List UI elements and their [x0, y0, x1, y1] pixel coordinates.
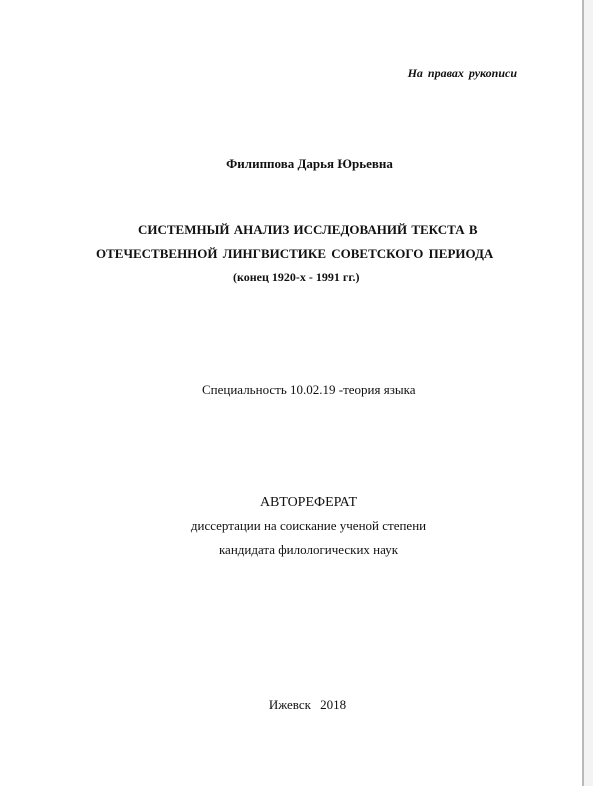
degree-purpose-line: диссертации на соискание ученой степени	[190, 518, 427, 533]
specialty-line: Специальность 10.02.19 -теория языка	[202, 382, 416, 397]
author-name: Филиппова Дарья Юрьевна	[226, 156, 393, 171]
page-edge-shade	[584, 0, 593, 786]
place-and-year: Ижевск 2018	[268, 697, 347, 712]
manuscript-note: На правах рукописи	[407, 66, 517, 80]
title-line: ОТЕЧЕСТВЕННОЙ ЛИНГВИСТИКЕ СОВЕТСКОГО ПЕРИОДА	[96, 246, 494, 261]
title-line: СИСТЕМНЫЙ АНАЛИЗ ИССЛЕДОВАНИЙ ТЕКСТА В	[138, 222, 478, 237]
document-type: АВТОРЕФЕРАТ	[259, 495, 358, 510]
degree-purpose-line: кандидата филологических наук	[218, 542, 399, 557]
title-period: (конец 1920-х - 1991 гг.)	[233, 270, 360, 284]
page-edge-divider	[582, 0, 584, 786]
